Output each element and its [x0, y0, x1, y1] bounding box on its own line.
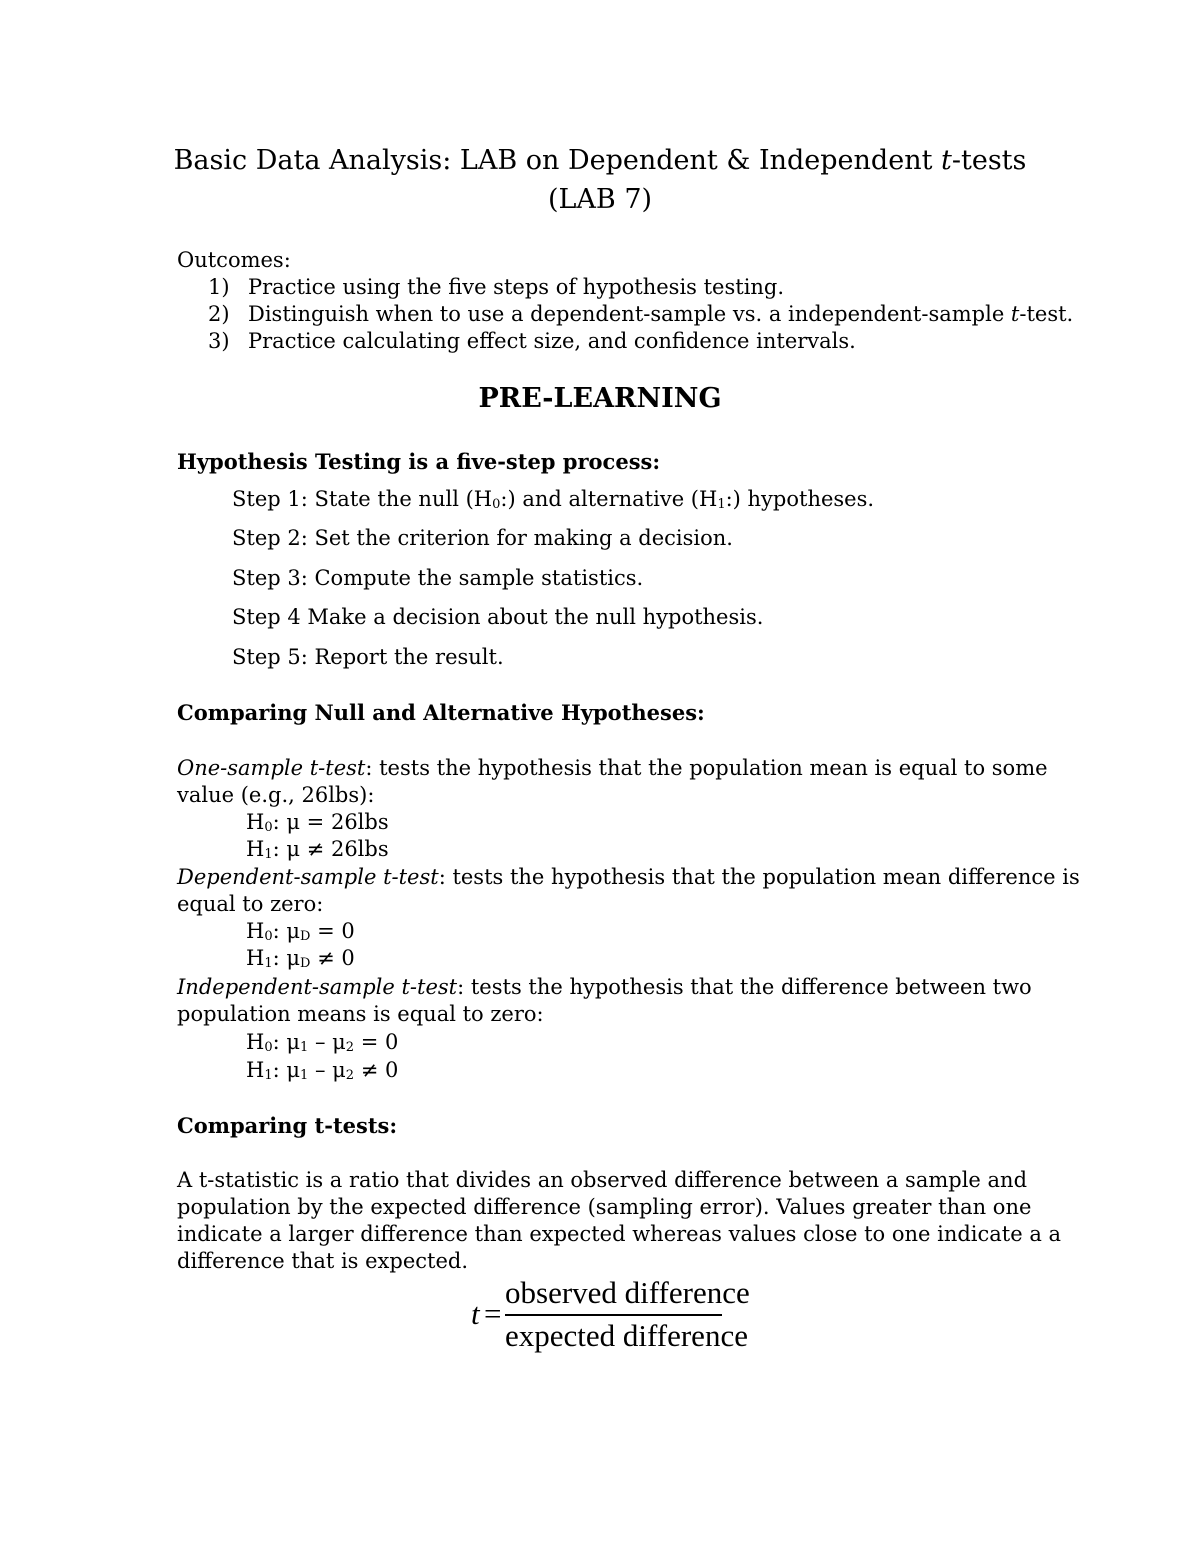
- independent-h0: H0: μ1 – μ2 = 0: [246, 1030, 399, 1055]
- step-3: Step 3: Compute the sample statistics.: [232, 566, 644, 590]
- step-5: Step 5: Report the result.: [232, 645, 504, 669]
- formula-denominator: expected difference: [505, 1318, 748, 1353]
- comparing-hypotheses-heading: Comparing Null and Alternative Hypotheses:: [177, 700, 705, 725]
- dependent-desc-line1: Dependent-sample t-test: tests the hypothesis that the population mean difference is: [177, 865, 1080, 889]
- dependent-h0: H0: μD = 0: [246, 919, 355, 944]
- outcome-item-2: 2) Distinguish when to use a dependent-sample vs. a independent-sample t-test.: [208, 302, 1074, 326]
- one-sample-h0: H0: μ = 26lbs: [246, 810, 389, 835]
- step-4: Step 4 Make a decision about the null hypothesis.: [232, 605, 764, 629]
- independent-h1: H1: μ1 – μ2 ≠ 0: [246, 1058, 399, 1083]
- document-title-line2: (LAB 7): [547, 184, 653, 215]
- one-sample-desc-line2: value (e.g., 26lbs):: [177, 783, 375, 807]
- formula-equals: =: [484, 1296, 502, 1331]
- step-1: Step 1: State the null (H0:) and alternative (H1:) hypotheses.: [232, 487, 875, 512]
- ttest-paragraph-line1: A t-statistic is a ratio that divides an observed difference between a sample and: [177, 1168, 1028, 1192]
- outcomes-label: Outcomes:: [177, 248, 291, 272]
- prelearning-heading: PRE-LEARNING: [478, 383, 722, 414]
- one-sample-h1: H1: μ ≠ 26lbs: [246, 837, 389, 862]
- outcome-item-1: 1) Practice using the five steps of hypothesis testing.: [208, 275, 785, 299]
- independent-desc-line2: population means is equal to zero:: [177, 1002, 544, 1026]
- dependent-desc-line2: equal to zero:: [177, 892, 324, 916]
- dependent-h1: H1: μD ≠ 0: [246, 946, 355, 971]
- step-2: Step 2: Set the criterion for making a decision.: [232, 526, 733, 550]
- independent-desc-line1: Independent-sample t-test: tests the hypothesis that the difference between two: [177, 975, 1032, 999]
- comparing-ttests-heading: Comparing t-tests:: [177, 1113, 398, 1138]
- document-title-line1: Basic Data Analysis: LAB on Dependent & Independent t-tests: [173, 145, 1027, 176]
- one-sample-desc-line1: One-sample t-test: tests the hypothesis that the population mean is equal to some: [177, 756, 1048, 780]
- ttest-paragraph-line2: population by the expected difference (sampling error). Values greater than one: [177, 1195, 1032, 1219]
- hypothesis-testing-heading: Hypothesis Testing is a five-step process:: [177, 449, 661, 474]
- ttest-paragraph-line4: difference that is expected.: [177, 1249, 469, 1273]
- ttest-paragraph-line3: indicate a larger difference than expected whereas values close to one indicate a a: [177, 1222, 1062, 1246]
- formula-lhs: t: [471, 1296, 480, 1331]
- formula-numerator: observed difference: [505, 1275, 750, 1310]
- formula-fraction-bar: [505, 1314, 722, 1316]
- outcome-item-3: 3) Practice calculating effect size, and confidence intervals.: [208, 329, 856, 353]
